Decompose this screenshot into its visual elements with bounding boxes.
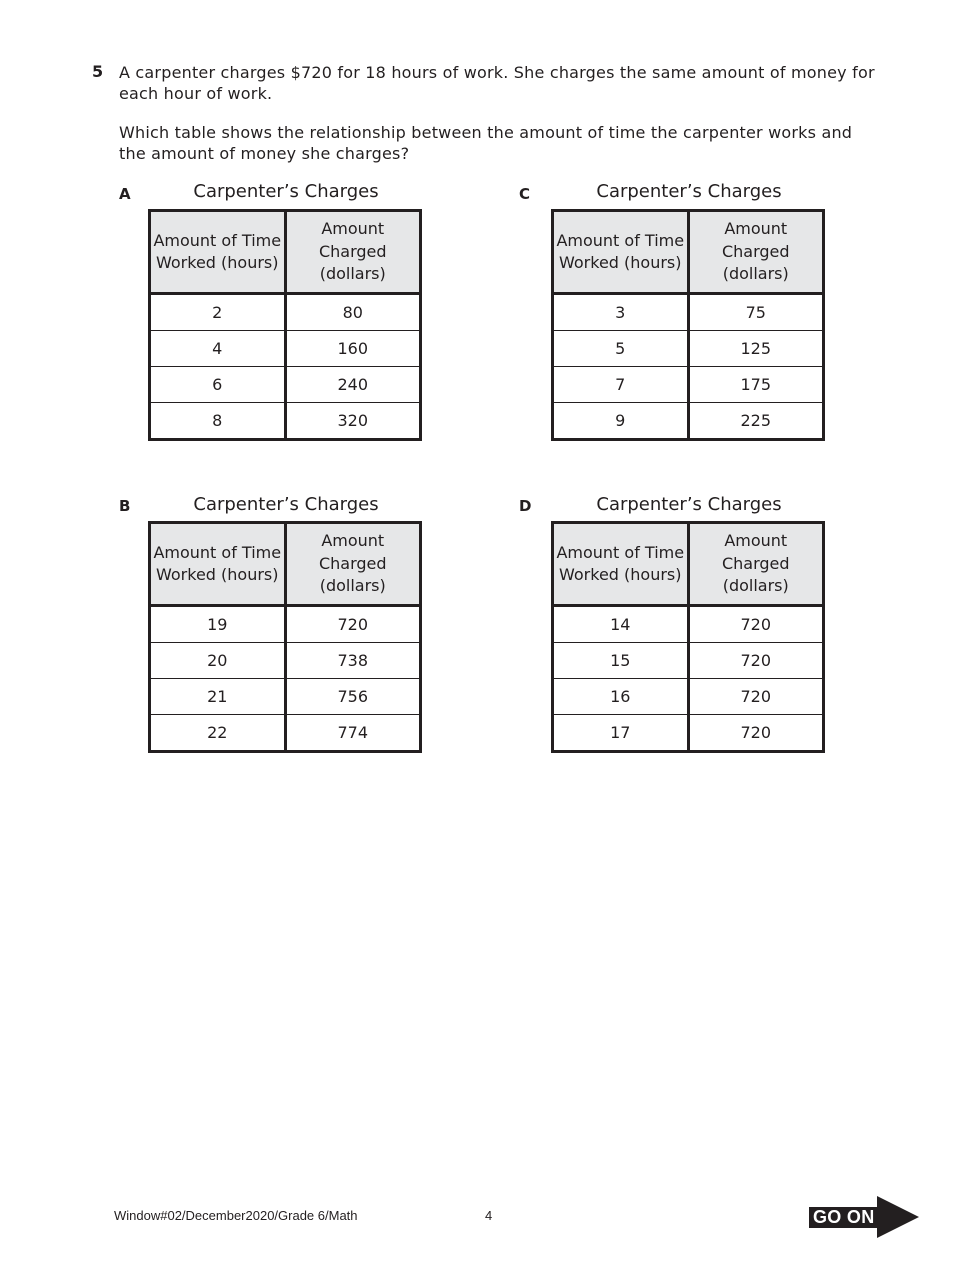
col-header-charge: Amount Charged (dollars) [688, 523, 824, 606]
option-a-table [148, 209, 422, 441]
table-header-row [553, 211, 824, 294]
cell-dollars: 175 [688, 367, 824, 403]
cell-hours: 6 [150, 367, 286, 403]
table-header-row [150, 523, 421, 606]
option-d-table [551, 521, 825, 753]
cell-dollars: 320 [285, 403, 421, 440]
cell-dollars: 80 [285, 294, 421, 331]
cell-hours: 7 [553, 367, 689, 403]
col-header-time: Amount of Time Worked (hours) [553, 211, 689, 294]
col-header-charge: Amount Charged (dollars) [285, 523, 421, 606]
table-row [150, 643, 421, 679]
cell-dollars: 160 [285, 331, 421, 367]
cell-hours: 22 [150, 715, 286, 752]
option-a-title: Carpenter’s Charges [193, 181, 379, 202]
option-b-title: Carpenter’s Charges [193, 494, 379, 515]
option-d-letter: D [519, 497, 532, 515]
cell-dollars: 240 [285, 367, 421, 403]
option-b-letter: B [119, 497, 131, 515]
cell-dollars: 125 [688, 331, 824, 367]
table-row [150, 679, 421, 715]
option-d-title: Carpenter’s Charges [596, 494, 782, 515]
question-stem: A carpenter charges $720 for 18 hours of work. She charges the same amount of money for each hour of work. [119, 63, 875, 103]
table-row [150, 294, 421, 331]
option-c-letter: C [519, 185, 531, 203]
option-b-table [148, 521, 422, 753]
cell-dollars: 75 [688, 294, 824, 331]
table-row [553, 403, 824, 440]
cell-hours: 20 [150, 643, 286, 679]
table-row [150, 331, 421, 367]
cell-hours: 15 [553, 643, 689, 679]
table-row [553, 331, 824, 367]
cell-hours: 3 [553, 294, 689, 331]
question-number: 5 [92, 62, 104, 81]
table-header-row [553, 523, 824, 606]
cell-hours: 19 [150, 606, 286, 643]
table-row [553, 643, 824, 679]
table-row [150, 606, 421, 643]
col-header-charge: Amount Charged (dollars) [688, 211, 824, 294]
cell-dollars: 720 [688, 606, 824, 643]
cell-dollars: 720 [688, 643, 824, 679]
table-row [553, 606, 824, 643]
col-header-time: Amount of Time Worked (hours) [150, 523, 286, 606]
cell-dollars: 774 [285, 715, 421, 752]
table-row [553, 294, 824, 331]
go-on-label: GO ON [813, 1207, 875, 1227]
option-a-letter: A [119, 185, 131, 203]
go-on-arrow[interactable] [809, 1196, 919, 1238]
footer-source: Window#02/December2020/Grade 6/Math [114, 1208, 358, 1223]
table-row [150, 715, 421, 752]
cell-dollars: 225 [688, 403, 824, 440]
cell-hours: 16 [553, 679, 689, 715]
cell-dollars: 738 [285, 643, 421, 679]
table-row [553, 367, 824, 403]
question-prompt: Which table shows the relationship between the amount of time the carpenter works and the amount of money she charges? [119, 123, 853, 163]
cell-hours: 17 [553, 715, 689, 752]
cell-hours: 8 [150, 403, 286, 440]
option-c-table [551, 209, 825, 441]
col-header-time: Amount of Time Worked (hours) [553, 523, 689, 606]
cell-hours: 4 [150, 331, 286, 367]
table-row [553, 715, 824, 752]
cell-hours: 9 [553, 403, 689, 440]
table-row [553, 679, 824, 715]
cell-hours: 2 [150, 294, 286, 331]
cell-hours: 21 [150, 679, 286, 715]
option-c-title: Carpenter’s Charges [596, 181, 782, 202]
table-row [150, 403, 421, 440]
cell-dollars: 720 [688, 715, 824, 752]
cell-dollars: 720 [688, 679, 824, 715]
table-row [150, 367, 421, 403]
cell-dollars: 720 [285, 606, 421, 643]
cell-hours: 14 [553, 606, 689, 643]
cell-hours: 5 [553, 331, 689, 367]
page-number: 4 [485, 1208, 493, 1223]
col-header-time: Amount of Time Worked (hours) [150, 211, 286, 294]
col-header-charge: Amount Charged (dollars) [285, 211, 421, 294]
cell-dollars: 756 [285, 679, 421, 715]
arrow-right-icon [877, 1196, 919, 1238]
table-header-row [150, 211, 421, 294]
